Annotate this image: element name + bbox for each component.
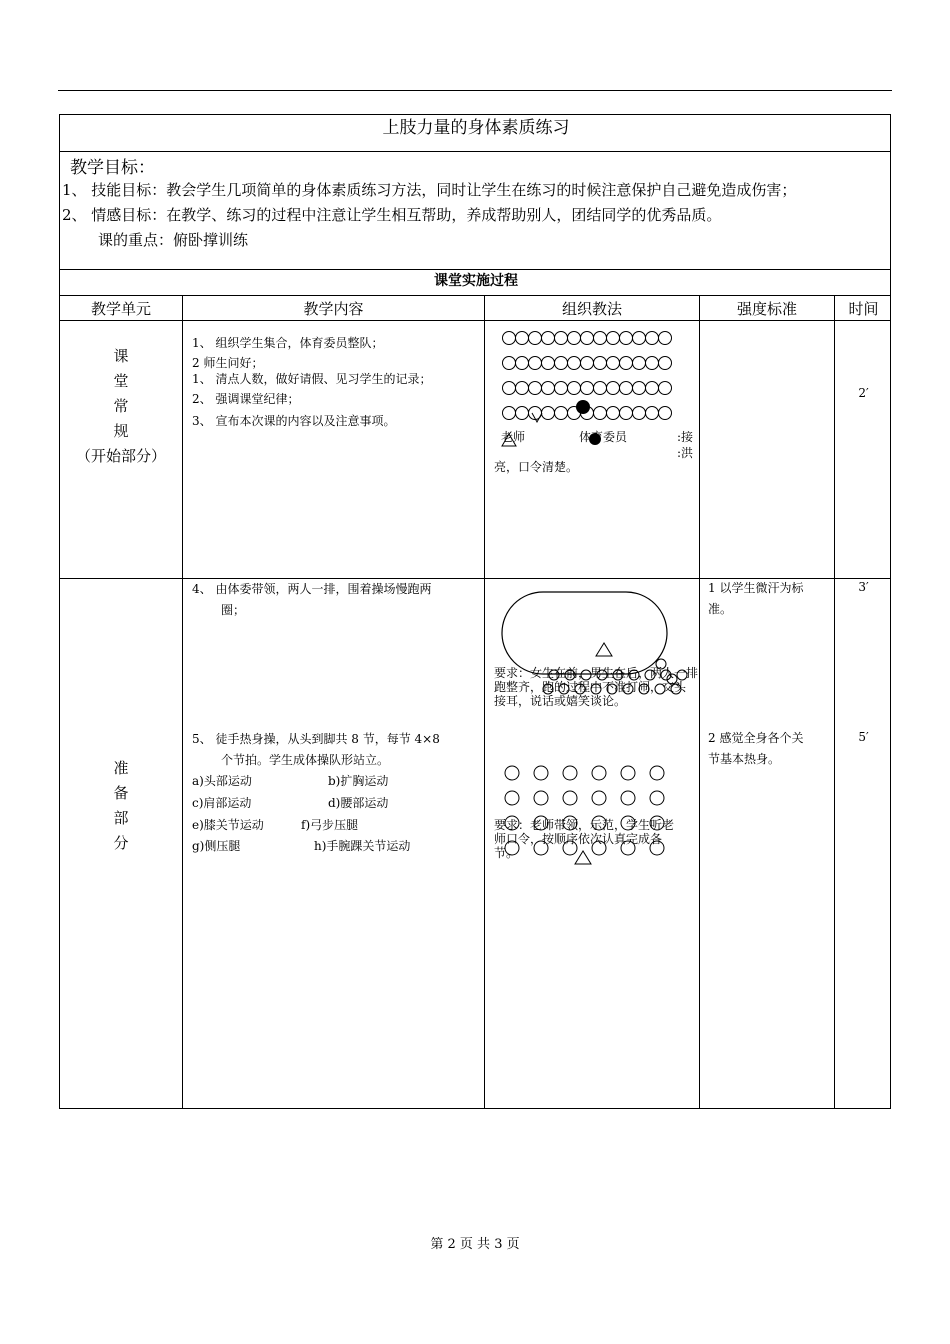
student-marker bbox=[516, 407, 529, 420]
exercise-item: d)腰部运动 bbox=[328, 796, 389, 810]
student-marker bbox=[659, 407, 672, 420]
method-note: :接 bbox=[677, 430, 694, 444]
col-line-3 bbox=[699, 295, 700, 1109]
student-marker bbox=[633, 357, 646, 370]
method-line: 要求：老师带领，示范，学生听老 bbox=[494, 818, 675, 832]
student-marker bbox=[568, 382, 581, 395]
objective-skill: 1、 技能目标：教会学生几项简单的身体素质练习方法，同时让学生在练习的时候注意保护自己避免造成伤害； bbox=[62, 181, 797, 199]
student-marker bbox=[534, 791, 548, 805]
student-marker bbox=[633, 332, 646, 345]
student-marker bbox=[555, 332, 568, 345]
content-line: 3、 宣布本次课的内容以及注意事项。 bbox=[192, 414, 396, 428]
content-line: 圈； bbox=[221, 603, 246, 617]
student-marker bbox=[594, 382, 607, 395]
unit-char: 课 bbox=[113, 347, 129, 365]
student-marker bbox=[659, 332, 672, 345]
time-value: 2′ bbox=[858, 386, 869, 400]
col-header-content: 教学内容 bbox=[303, 300, 364, 318]
unit-char: 分 bbox=[113, 834, 129, 852]
student-marker bbox=[594, 357, 607, 370]
label-monitor: 体育委员 bbox=[579, 430, 628, 444]
unit-char: 准 bbox=[113, 759, 129, 777]
student-marker bbox=[581, 357, 594, 370]
student-marker bbox=[516, 357, 529, 370]
student-marker bbox=[607, 407, 620, 420]
col-header-method: 组织教法 bbox=[561, 300, 622, 318]
exercise-item: c)肩部运动 bbox=[192, 796, 252, 810]
student-marker bbox=[503, 382, 516, 395]
col-line-1 bbox=[182, 295, 183, 1109]
intensity-line: 2 感觉全身各个关 bbox=[708, 731, 804, 745]
student-marker bbox=[542, 357, 555, 370]
student-marker bbox=[529, 357, 542, 370]
teacher-triangle-icon bbox=[596, 643, 612, 656]
student-marker bbox=[503, 407, 516, 420]
student-marker bbox=[568, 332, 581, 345]
method-line: 节。 bbox=[494, 846, 519, 860]
content-line: 4、 由体委带领，两人一排，围着操场慢跑两 bbox=[192, 582, 432, 596]
student-marker bbox=[592, 791, 606, 805]
student-marker bbox=[620, 357, 633, 370]
student-marker bbox=[503, 357, 516, 370]
student-marker bbox=[542, 332, 555, 345]
student-marker bbox=[607, 332, 620, 345]
col-header-intensity: 强度标准 bbox=[736, 300, 797, 318]
exercise-item: b)扩胸运动 bbox=[328, 774, 389, 788]
exercise-item: e)膝关节运动 bbox=[192, 818, 264, 832]
student-marker bbox=[646, 382, 659, 395]
unit-char: 部 bbox=[113, 809, 129, 827]
page-footer: 第 2 页 共 3 页 bbox=[430, 1237, 520, 1252]
lesson-plan-table bbox=[59, 114, 891, 1109]
method-line: 接耳，说话或嬉笑谈论。 bbox=[494, 694, 627, 708]
student-marker bbox=[594, 407, 607, 420]
student-marker bbox=[633, 407, 646, 420]
track-oval bbox=[502, 592, 667, 674]
col-header-time: 时间 bbox=[848, 300, 879, 318]
content-line: 5、 徒手热身操，从头到脚共 8 节，每节 4×8 bbox=[192, 732, 440, 746]
student-marker bbox=[503, 332, 516, 345]
intensity-line: 1 以学生微汗为标 bbox=[708, 581, 804, 595]
content-line: 2、 强调课堂纪律； bbox=[192, 392, 300, 406]
exercise-item: h)手腕踝关节运动 bbox=[314, 839, 411, 853]
time-value: 3′ bbox=[858, 580, 869, 594]
student-marker bbox=[592, 766, 606, 780]
lesson-title: 上肢力量的身体素质练习 bbox=[382, 118, 570, 138]
monitor-marker bbox=[576, 400, 590, 414]
unit-char: 堂 bbox=[113, 372, 129, 390]
col-line-4 bbox=[834, 295, 835, 1109]
student-marker bbox=[607, 382, 620, 395]
student-marker bbox=[568, 357, 581, 370]
student-marker bbox=[581, 382, 594, 395]
student-marker bbox=[633, 382, 646, 395]
student-marker bbox=[607, 357, 620, 370]
unit-char: 备 bbox=[113, 784, 129, 802]
unit-part: （开始部分） bbox=[75, 447, 166, 465]
label-teacher: 老师 bbox=[501, 430, 526, 444]
student-marker bbox=[659, 357, 672, 370]
student-marker bbox=[534, 766, 548, 780]
student-marker bbox=[516, 382, 529, 395]
title-divider bbox=[60, 151, 890, 152]
section-divider bbox=[60, 295, 890, 296]
assembly-formation-diagram bbox=[485, 321, 699, 471]
col-header-unit: 教学单元 bbox=[90, 300, 151, 318]
student-marker bbox=[563, 791, 577, 805]
content-line: 1、 组织学生集合，体育委员整队； bbox=[192, 336, 384, 350]
objective-emotion: 2、 情感目标：在教学、练习的过程中注意让学生相互帮助，养成帮助别人，团结同学的优秀品质。 bbox=[62, 206, 722, 224]
student-marker bbox=[594, 332, 607, 345]
student-marker bbox=[516, 332, 529, 345]
intensity-line: 准。 bbox=[708, 602, 733, 616]
student-marker bbox=[563, 766, 577, 780]
direction-mark bbox=[532, 413, 542, 422]
method-note: :洪 bbox=[677, 446, 694, 460]
exercise-item: a)头部运动 bbox=[192, 774, 252, 788]
unit-char: 规 bbox=[113, 422, 129, 440]
exercise-item: f)弓步压腿 bbox=[301, 818, 359, 832]
student-marker bbox=[620, 382, 633, 395]
method-line: 要求：女生在前，男生在后，两人一排 bbox=[494, 666, 699, 680]
student-marker bbox=[581, 332, 594, 345]
student-marker bbox=[646, 357, 659, 370]
intensity-line: 节基本热身。 bbox=[708, 752, 781, 766]
time-value: 5′ bbox=[858, 730, 869, 744]
method-line: 师口令，按顺序依次认真完成各 bbox=[494, 832, 663, 846]
header-row-divider bbox=[60, 320, 890, 321]
student-marker bbox=[529, 382, 542, 395]
content-line: 个节拍。学生成体操队形站立。 bbox=[221, 753, 390, 767]
student-marker bbox=[621, 766, 635, 780]
student-marker bbox=[555, 357, 568, 370]
method-note: 亮，口令清楚。 bbox=[494, 460, 579, 474]
section-title: 课堂实施过程 bbox=[434, 273, 518, 289]
unit-char: 常 bbox=[113, 397, 129, 415]
student-marker bbox=[646, 332, 659, 345]
student-marker bbox=[621, 791, 635, 805]
student-marker bbox=[555, 407, 568, 420]
content-line: 1、 清点人数，做好请假、见习学生的记录； bbox=[192, 372, 432, 386]
student-marker bbox=[529, 332, 542, 345]
teacher-triangle-icon bbox=[575, 851, 591, 864]
header-rule bbox=[58, 90, 892, 91]
student-marker bbox=[620, 407, 633, 420]
student-marker bbox=[646, 407, 659, 420]
student-marker bbox=[620, 332, 633, 345]
lesson-focus: 课的重点：俯卧撑训练 bbox=[98, 231, 249, 249]
exercise-item: g)侧压腿 bbox=[192, 839, 241, 853]
method-line: 跑整齐，跑的过程中不准打闹，交头 bbox=[494, 680, 687, 694]
student-marker bbox=[505, 766, 519, 780]
student-marker bbox=[555, 382, 568, 395]
content-line: 2 师生问好； bbox=[192, 356, 264, 370]
student-marker bbox=[505, 791, 519, 805]
objectives-heading: 教学目标： bbox=[70, 158, 155, 178]
student-marker bbox=[542, 382, 555, 395]
student-marker bbox=[542, 407, 555, 420]
student-marker bbox=[650, 791, 664, 805]
student-marker bbox=[650, 766, 664, 780]
student-marker bbox=[659, 382, 672, 395]
